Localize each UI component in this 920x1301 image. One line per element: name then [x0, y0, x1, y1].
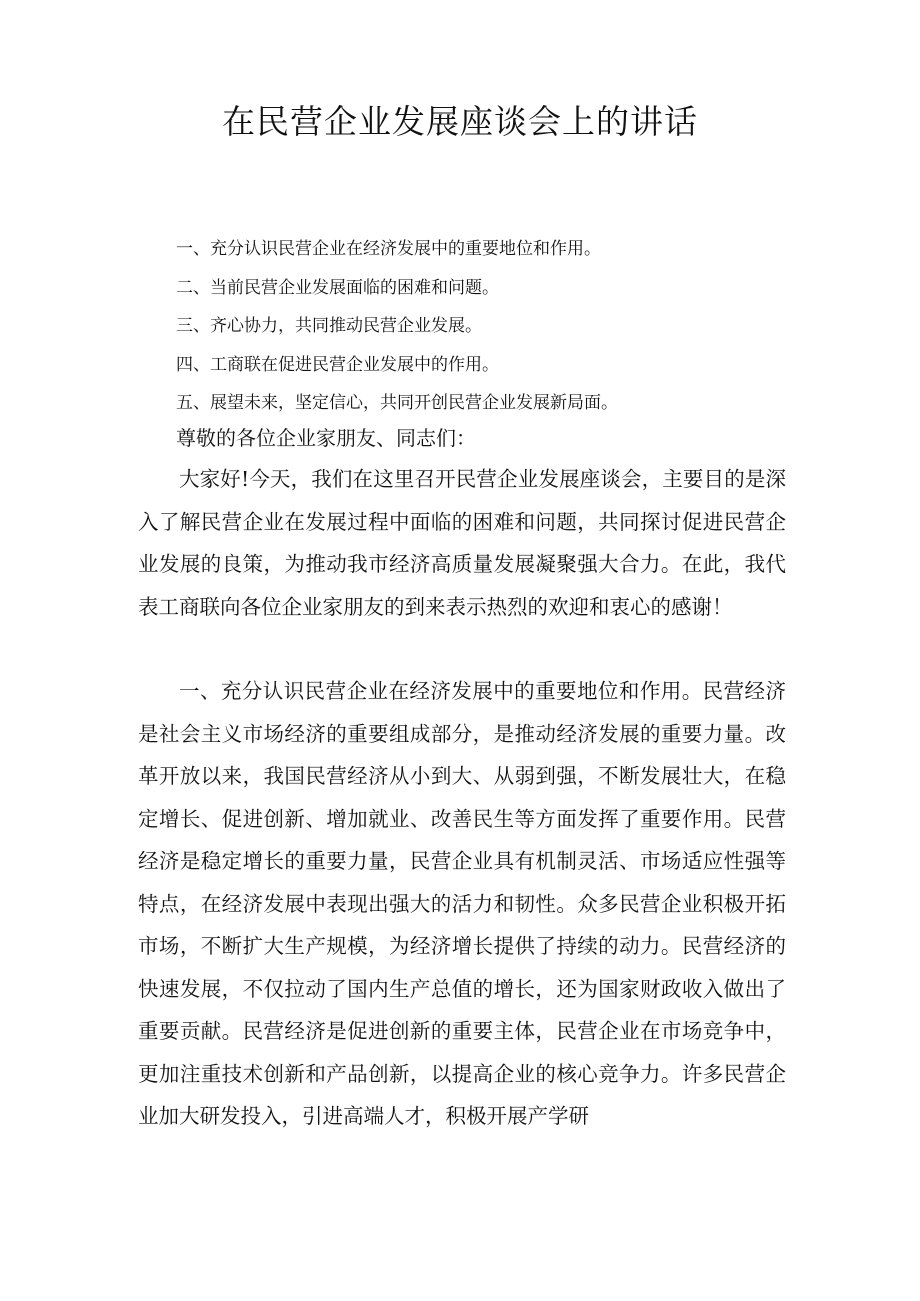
- outline-item-5: 五、展望未来，坚定信心，共同开创民营企业发展新局面。: [176, 393, 618, 413]
- paragraph-section-one: 一、充分认识民营企业在经济发展中的重要地位和作用。民营经济是社会主义市场经济的重要组成部分，是推动经济发展的重要力量。改革开放以来，我国民营经济从小到大、从弱到强，不断发展壮大，在稳定增长、促进创新、增加就业、改善民生等方面发挥了重要作用。民营经济是稳定增长的重要力量，民营企业具有机制灵活、市场适应性强等特点，在经济发展中表现出强大的活力和韧性。众多民营企业积极开拓市场，不断扩大生产规模，为经济增长提供了持续的动力。民营经济的快速发展，不仅拉动了国内生产总值的增长，还为国家财政收入做出了重要贡献。民营经济是促进创新的重要主体，民营企业在市场竞争中，更加注重技术创新和产品创新，以提高企业的核心竞争力。许多民营企业加大研发投入，引进高端人才，积极开展产学研: [138, 679, 786, 1128]
- outline-item-4: 四、工商联在促进民营企业发展中的作用。: [176, 354, 499, 375]
- outline-list: [176, 230, 816, 423]
- outline-item-1: 一、充分认识民营企业在经济发展中的重要地位和作用。: [176, 239, 601, 259]
- paragraph-greeting: 大家好!今天，我们在这里召开民营企业发展座谈会，主要目的是深入了解民营企业在发展过程中面临的困难和问题，共同探讨促进民营企业发展的良策，为推动我市经济高质量发展凝聚强大合力。在此，我代表工商联向各位企业家朋友的到来表示热烈的欢迎和衷心的感谢！: [138, 467, 786, 619]
- salutation: 尊敬的各位企业家朋友、同志们：: [176, 426, 476, 450]
- document-title: 在民营企业发展座谈会上的讲话: [222, 102, 698, 141]
- outline-item-2: 二、当前民营企业发展面临的困难和问题。: [176, 277, 499, 298]
- outline-item-3: 三、齐心协力，共同推动民营企业发展。: [176, 316, 482, 336]
